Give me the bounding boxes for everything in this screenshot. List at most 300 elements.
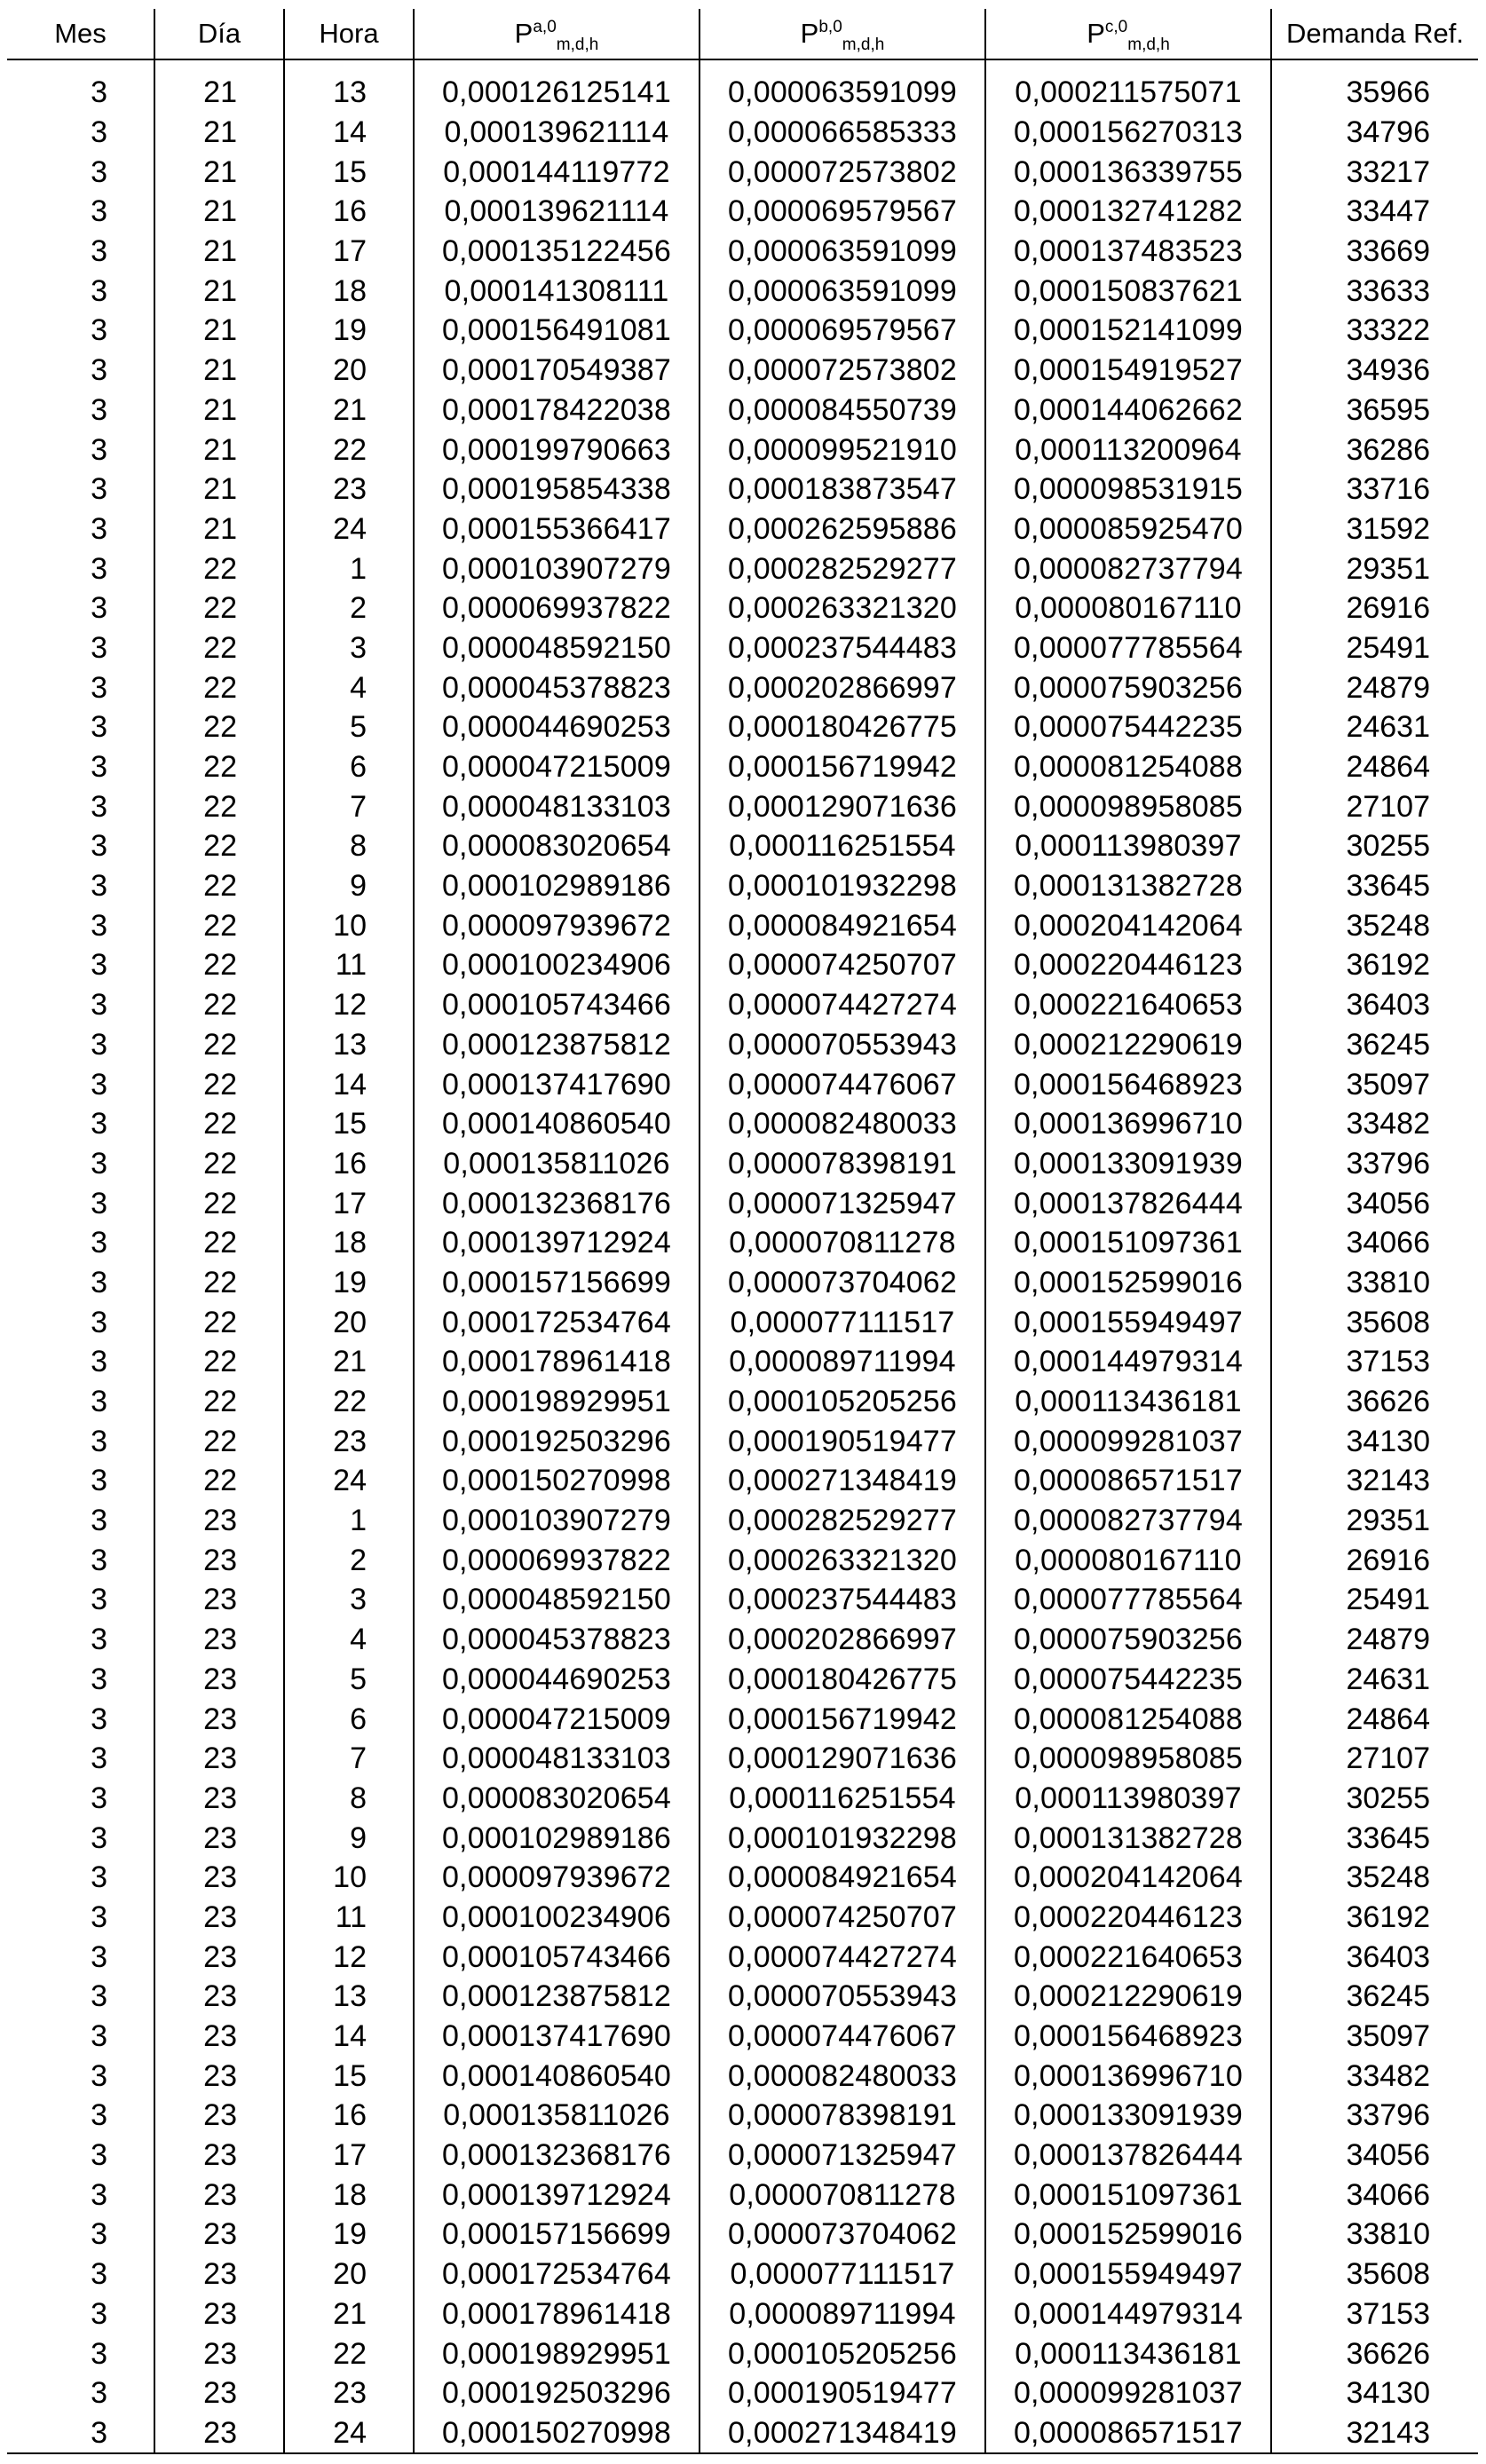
cell-p-b: 0,000073704062 xyxy=(700,1263,985,1303)
cell-mes: 3 xyxy=(91,829,107,864)
cell-p-a: 0,000199790663 xyxy=(414,430,700,470)
cell-hora: 4 xyxy=(284,667,414,707)
cell-mes: 3 xyxy=(91,2019,107,2054)
cell-demanda-ref: 35248 xyxy=(1271,905,1478,945)
table-row xyxy=(7,59,1478,113)
cell-dia: 22 xyxy=(154,945,284,985)
cell-mes: 3 xyxy=(91,2257,107,2292)
cell-hora: 22 xyxy=(284,430,414,470)
cell-mes: 3 xyxy=(91,591,107,626)
cell-p-c: 0,000221640653 xyxy=(985,1937,1271,1977)
cell-p-b: 0,000069579567 xyxy=(700,192,985,232)
cell-dia: 21 xyxy=(154,271,284,311)
table-row xyxy=(7,1739,1478,1779)
cell-hora: 15 xyxy=(284,2056,414,2096)
cell-demanda-ref: 24631 xyxy=(1271,1660,1478,1700)
cell-hora: 22 xyxy=(284,2334,414,2373)
cell-p-b: 0,000078398191 xyxy=(700,1144,985,1184)
cell-hora: 17 xyxy=(284,1183,414,1223)
cell-p-b: 0,000066585333 xyxy=(700,113,985,153)
cell-dia: 22 xyxy=(154,1183,284,1223)
cell-mes: 3 xyxy=(91,630,107,665)
table-row xyxy=(7,1223,1478,1263)
cell-p-b: 0,000074250707 xyxy=(700,945,985,985)
cell-p-a: 0,000139712924 xyxy=(414,2175,700,2215)
cell-p-b: 0,000156719942 xyxy=(700,747,985,787)
cell-mes: 3 xyxy=(91,2138,107,2173)
cell-dia: 22 xyxy=(154,549,284,588)
header-demanda-ref: Demanda Ref. xyxy=(1271,9,1478,59)
cell-p-c: 0,000077785564 xyxy=(985,628,1271,668)
cell-mes: 3 xyxy=(91,1186,107,1220)
cell-p-a: 0,000103907279 xyxy=(414,549,700,588)
table-row xyxy=(7,1620,1478,1660)
cell-hora: 21 xyxy=(284,2294,414,2334)
cell-hora: 7 xyxy=(284,786,414,826)
table-row xyxy=(7,1263,1478,1303)
cell-p-a: 0,000198929951 xyxy=(414,2334,700,2373)
table-row xyxy=(7,1064,1478,1104)
cell-p-a: 0,000097939672 xyxy=(414,1858,700,1898)
cell-dia: 23 xyxy=(154,1977,284,2017)
cell-p-c: 0,000098958085 xyxy=(985,1739,1271,1779)
cell-p-c: 0,000136996710 xyxy=(985,2056,1271,2096)
table-row xyxy=(7,2175,1478,2215)
table-row xyxy=(7,1779,1478,1819)
cell-hora: 2 xyxy=(284,1540,414,1580)
cell-hora: 13 xyxy=(284,59,414,113)
cell-p-a: 0,000150270998 xyxy=(414,1461,700,1501)
cell-dia: 22 xyxy=(154,866,284,906)
cell-demanda-ref: 33482 xyxy=(1271,1104,1478,1144)
cell-demanda-ref: 37153 xyxy=(1271,1342,1478,1382)
cell-demanda-ref: 34130 xyxy=(1271,2373,1478,2413)
cell-hora: 12 xyxy=(284,985,414,1025)
cell-p-c: 0,000150837621 xyxy=(985,271,1271,311)
cell-p-c: 0,000137483523 xyxy=(985,232,1271,272)
cell-hora: 13 xyxy=(284,1025,414,1065)
cell-p-a: 0,000045378823 xyxy=(414,667,700,707)
cell-p-a: 0,000172534764 xyxy=(414,1302,700,1342)
cell-mes: 3 xyxy=(91,1860,107,1895)
cell-dia: 22 xyxy=(154,1144,284,1184)
cell-demanda-ref: 33645 xyxy=(1271,866,1478,906)
cell-hora: 19 xyxy=(284,2215,414,2255)
table-row xyxy=(7,1937,1478,1977)
cell-demanda-ref: 35097 xyxy=(1271,1064,1478,1104)
cell-p-b: 0,000074476067 xyxy=(700,2017,985,2057)
cell-demanda-ref: 33716 xyxy=(1271,470,1478,509)
cell-p-a: 0,000048592150 xyxy=(414,1580,700,1620)
cell-mes: 3 xyxy=(91,472,107,507)
cell-hora: 17 xyxy=(284,2136,414,2176)
table-row xyxy=(7,905,1478,945)
cell-demanda-ref: 31592 xyxy=(1271,509,1478,549)
cell-dia: 23 xyxy=(154,2017,284,2057)
cell-p-c: 0,000221640653 xyxy=(985,985,1271,1025)
cell-p-b: 0,000078398191 xyxy=(700,2096,985,2136)
cell-p-b: 0,000156719942 xyxy=(700,1699,985,1739)
cell-p-c: 0,000136996710 xyxy=(985,1104,1271,1144)
cell-mes: 3 xyxy=(91,1979,107,2014)
cell-p-a: 0,000137417690 xyxy=(414,2017,700,2057)
cell-p-c: 0,000113980397 xyxy=(985,1779,1271,1819)
cell-mes: 3 xyxy=(91,234,107,269)
cell-mes: 3 xyxy=(91,1067,107,1102)
cell-p-b: 0,000070811278 xyxy=(700,1223,985,1263)
table-row xyxy=(7,2413,1478,2454)
cell-dia: 23 xyxy=(154,1620,284,1660)
table-row xyxy=(7,747,1478,787)
cell-demanda-ref: 24864 xyxy=(1271,1699,1478,1739)
cell-demanda-ref: 35248 xyxy=(1271,1858,1478,1898)
cell-dia: 22 xyxy=(154,747,284,787)
header-p-c: P$^{c,0}_{m,d,h}$ xyxy=(985,9,1271,59)
cell-p-a: 0,000156491081 xyxy=(414,311,700,351)
cell-p-b: 0,000202866997 xyxy=(700,667,985,707)
cell-dia: 23 xyxy=(154,2175,284,2215)
table-row xyxy=(7,826,1478,866)
cell-p-a: 0,000135811026 xyxy=(414,2096,700,2136)
table-row xyxy=(7,430,1478,470)
cell-p-a: 0,000047215009 xyxy=(414,747,700,787)
cell-p-a: 0,000155366417 xyxy=(414,509,700,549)
cell-hora: 6 xyxy=(284,747,414,787)
cell-demanda-ref: 33810 xyxy=(1271,1263,1478,1303)
cell-demanda-ref: 25491 xyxy=(1271,1580,1478,1620)
table-row xyxy=(7,1144,1478,1184)
cell-demanda-ref: 32143 xyxy=(1271,2413,1478,2454)
cell-hora: 12 xyxy=(284,1937,414,1977)
table-row xyxy=(7,1382,1478,1422)
header-p-b: P$^{b,0}_{m,d,h}$ xyxy=(700,9,985,59)
cell-p-c: 0,000220446123 xyxy=(985,945,1271,985)
cell-dia: 22 xyxy=(154,905,284,945)
cell-p-a: 0,000157156699 xyxy=(414,1263,700,1303)
cell-hora: 14 xyxy=(284,1064,414,1104)
cell-p-b: 0,000082480033 xyxy=(700,2056,985,2096)
cell-p-a: 0,000150270998 xyxy=(414,2413,700,2454)
table-row xyxy=(7,985,1478,1025)
cell-demanda-ref: 24864 xyxy=(1271,747,1478,787)
cell-p-b: 0,000071325947 xyxy=(700,1183,985,1223)
cell-p-c: 0,000098958085 xyxy=(985,786,1271,826)
cell-dia: 21 xyxy=(154,470,284,509)
cell-mes: 3 xyxy=(91,313,107,348)
cell-p-a: 0,000044690253 xyxy=(414,707,700,747)
cell-mes: 3 xyxy=(91,75,107,110)
cell-p-b: 0,000084550739 xyxy=(700,391,985,430)
cell-hora: 6 xyxy=(284,1699,414,1739)
cell-p-b: 0,000077111517 xyxy=(700,2255,985,2294)
cell-demanda-ref: 26916 xyxy=(1271,588,1478,628)
cell-dia: 23 xyxy=(154,2413,284,2454)
cell-p-b: 0,000071325947 xyxy=(700,2136,985,2176)
cell-p-c: 0,000155949497 xyxy=(985,1302,1271,1342)
cell-demanda-ref: 27107 xyxy=(1271,1739,1478,1779)
cell-p-c: 0,000131382728 xyxy=(985,866,1271,906)
cell-mes: 3 xyxy=(91,1939,107,1974)
cell-demanda-ref: 35608 xyxy=(1271,2255,1478,2294)
cell-demanda-ref: 27107 xyxy=(1271,786,1478,826)
cell-p-a: 0,000135122456 xyxy=(414,232,700,272)
cell-demanda-ref: 35608 xyxy=(1271,1302,1478,1342)
cell-demanda-ref: 36192 xyxy=(1271,1898,1478,1938)
cell-hora: 15 xyxy=(284,1104,414,1144)
cell-p-a: 0,000069937822 xyxy=(414,1540,700,1580)
cell-mes: 3 xyxy=(91,2058,107,2093)
cell-dia: 22 xyxy=(154,985,284,1025)
cell-hora: 3 xyxy=(284,1580,414,1620)
cell-p-a: 0,000132368176 xyxy=(414,2136,700,2176)
cell-p-c: 0,000113436181 xyxy=(985,1382,1271,1422)
cell-p-b: 0,000101932298 xyxy=(700,866,985,906)
cell-hora: 23 xyxy=(284,1421,414,1461)
cell-mes: 3 xyxy=(91,1623,107,1657)
cell-demanda-ref: 36286 xyxy=(1271,430,1478,470)
cell-mes: 3 xyxy=(91,194,107,229)
cell-hora: 9 xyxy=(284,866,414,906)
cell-p-c: 0,000133091939 xyxy=(985,1144,1271,1184)
cell-demanda-ref: 34066 xyxy=(1271,2175,1478,2215)
cell-hora: 11 xyxy=(284,1898,414,1938)
cell-p-b: 0,000271348419 xyxy=(700,2413,985,2454)
table-row xyxy=(7,1302,1478,1342)
cell-dia: 23 xyxy=(154,2096,284,2136)
table-row xyxy=(7,549,1478,588)
table-row xyxy=(7,192,1478,232)
cell-hora: 15 xyxy=(284,152,414,192)
cell-p-a: 0,000140860540 xyxy=(414,2056,700,2096)
cell-p-b: 0,000263321320 xyxy=(700,1540,985,1580)
cell-dia: 23 xyxy=(154,1818,284,1858)
table-row xyxy=(7,2096,1478,2136)
cell-demanda-ref: 33447 xyxy=(1271,192,1478,232)
header-p-a: P$^{a,0}_{m,d,h}$ xyxy=(414,9,700,59)
cell-mes: 3 xyxy=(91,869,107,904)
cell-p-b: 0,000116251554 xyxy=(700,1779,985,1819)
cell-mes: 3 xyxy=(91,115,107,150)
cell-hora: 5 xyxy=(284,1660,414,1700)
cell-p-b: 0,000262595886 xyxy=(700,509,985,549)
cell-dia: 21 xyxy=(154,391,284,430)
cell-dia: 23 xyxy=(154,2373,284,2413)
table-row xyxy=(7,152,1478,192)
table-row xyxy=(7,1104,1478,1144)
cell-mes: 3 xyxy=(91,1820,107,1855)
cell-p-c: 0,000131382728 xyxy=(985,1818,1271,1858)
cell-mes: 3 xyxy=(91,392,107,427)
cell-hora: 21 xyxy=(284,1342,414,1382)
cell-p-a: 0,000123875812 xyxy=(414,1025,700,1065)
cell-dia: 21 xyxy=(154,59,284,113)
table-row xyxy=(7,2255,1478,2294)
cell-p-a: 0,000103907279 xyxy=(414,1501,700,1541)
cell-dia: 21 xyxy=(154,311,284,351)
cell-demanda-ref: 33217 xyxy=(1271,152,1478,192)
cell-mes: 3 xyxy=(91,432,107,467)
table-row xyxy=(7,667,1478,707)
cell-dia: 23 xyxy=(154,1660,284,1700)
table-row xyxy=(7,1858,1478,1898)
cell-p-c: 0,000099281037 xyxy=(985,2373,1271,2413)
cell-dia: 22 xyxy=(154,786,284,826)
cell-dia: 22 xyxy=(154,588,284,628)
cell-hora: 16 xyxy=(284,1144,414,1184)
table-row xyxy=(7,707,1478,747)
cell-p-a: 0,000105743466 xyxy=(414,985,700,1025)
table-row xyxy=(7,1421,1478,1461)
cell-demanda-ref: 33482 xyxy=(1271,2056,1478,2096)
cell-p-c: 0,000081254088 xyxy=(985,1699,1271,1739)
table-body xyxy=(7,59,1478,2453)
cell-mes: 3 xyxy=(91,2217,107,2252)
table-row xyxy=(7,945,1478,985)
cell-p-b: 0,000237544483 xyxy=(700,1580,985,1620)
cell-p-c: 0,000113200964 xyxy=(985,430,1271,470)
cell-p-a: 0,000195854338 xyxy=(414,470,700,509)
cell-mes: 3 xyxy=(91,1027,107,1062)
cell-p-a: 0,000198929951 xyxy=(414,1382,700,1422)
cell-dia: 22 xyxy=(154,1342,284,1382)
table-row xyxy=(7,470,1478,509)
cell-p-c: 0,000156468923 xyxy=(985,1064,1271,1104)
cell-hora: 24 xyxy=(284,1461,414,1501)
cell-demanda-ref: 34066 xyxy=(1271,1223,1478,1263)
cell-demanda-ref: 30255 xyxy=(1271,1779,1478,1819)
cell-dia: 21 xyxy=(154,430,284,470)
cell-mes: 3 xyxy=(91,789,107,824)
table-row xyxy=(7,509,1478,549)
table-row xyxy=(7,1183,1478,1223)
cell-dia: 23 xyxy=(154,1779,284,1819)
cell-mes: 3 xyxy=(91,1265,107,1299)
cell-p-c: 0,000099281037 xyxy=(985,1421,1271,1461)
cell-p-c: 0,000204142064 xyxy=(985,905,1271,945)
cell-p-a: 0,000135811026 xyxy=(414,1144,700,1184)
cell-mes: 3 xyxy=(91,1146,107,1181)
cell-hora: 17 xyxy=(284,232,414,272)
table-row xyxy=(7,1501,1478,1541)
cell-dia: 23 xyxy=(154,2334,284,2373)
cell-dia: 23 xyxy=(154,2294,284,2334)
table-row xyxy=(7,2215,1478,2255)
cell-demanda-ref: 35966 xyxy=(1271,59,1478,113)
cell-p-b: 0,000116251554 xyxy=(700,826,985,866)
table-row xyxy=(7,351,1478,391)
cell-demanda-ref: 37153 xyxy=(1271,2294,1478,2334)
cell-p-a: 0,000137417690 xyxy=(414,1064,700,1104)
cell-p-a: 0,000069937822 xyxy=(414,588,700,628)
cell-p-b: 0,000190519477 xyxy=(700,2373,985,2413)
cell-dia: 22 xyxy=(154,628,284,668)
cell-p-b: 0,000074476067 xyxy=(700,1064,985,1104)
cell-mes: 3 xyxy=(91,1345,107,1379)
cell-hora: 22 xyxy=(284,1382,414,1422)
cell-p-b: 0,000263321320 xyxy=(700,588,985,628)
cell-demanda-ref: 26916 xyxy=(1271,1540,1478,1580)
table-row xyxy=(7,2017,1478,2057)
cell-p-c: 0,000156468923 xyxy=(985,2017,1271,2057)
cell-p-c: 0,000152599016 xyxy=(985,1263,1271,1303)
cell-p-a: 0,000097939672 xyxy=(414,905,700,945)
cell-dia: 23 xyxy=(154,2255,284,2294)
table-row xyxy=(7,1898,1478,1938)
cell-hora: 23 xyxy=(284,470,414,509)
cell-mes: 3 xyxy=(91,1702,107,1736)
table-row xyxy=(7,866,1478,906)
cell-p-a: 0,000083020654 xyxy=(414,826,700,866)
cell-mes: 3 xyxy=(91,1899,107,1934)
cell-p-a: 0,000140860540 xyxy=(414,1104,700,1144)
cell-demanda-ref: 36245 xyxy=(1271,1977,1478,2017)
cell-mes: 3 xyxy=(91,551,107,586)
cell-dia: 23 xyxy=(154,1739,284,1779)
cell-p-b: 0,000072573802 xyxy=(700,351,985,391)
cell-mes: 3 xyxy=(91,1107,107,1141)
cell-demanda-ref: 34936 xyxy=(1271,351,1478,391)
cell-mes: 3 xyxy=(91,1662,107,1696)
table-row xyxy=(7,1977,1478,2017)
cell-p-a: 0,000100234906 xyxy=(414,945,700,985)
cell-p-b: 0,000237544483 xyxy=(700,628,985,668)
cell-hora: 18 xyxy=(284,1223,414,1263)
cell-mes: 3 xyxy=(91,1741,107,1776)
header-hora: Hora xyxy=(284,9,414,59)
cell-mes: 3 xyxy=(91,2177,107,2212)
cell-p-c: 0,000080167110 xyxy=(985,588,1271,628)
cell-hora: 8 xyxy=(284,1779,414,1819)
cell-dia: 23 xyxy=(154,1898,284,1938)
cell-hora: 3 xyxy=(284,628,414,668)
cell-p-b: 0,000183873547 xyxy=(700,470,985,509)
cell-mes: 3 xyxy=(91,273,107,308)
cell-p-a: 0,000141308111 xyxy=(414,271,700,311)
cell-p-a: 0,000045378823 xyxy=(414,1620,700,1660)
cell-p-a: 0,000100234906 xyxy=(414,1898,700,1938)
cell-p-b: 0,000089711994 xyxy=(700,1342,985,1382)
cell-p-c: 0,000085925470 xyxy=(985,509,1271,549)
cell-p-c: 0,000152599016 xyxy=(985,2215,1271,2255)
cell-p-a: 0,000083020654 xyxy=(414,1779,700,1819)
cell-p-b: 0,000105205256 xyxy=(700,2334,985,2373)
data-table-sheet xyxy=(7,9,1478,2454)
cell-mes: 3 xyxy=(91,948,107,983)
cell-dia: 23 xyxy=(154,1699,284,1739)
table-row xyxy=(7,1025,1478,1065)
cell-demanda-ref: 30255 xyxy=(1271,826,1478,866)
cell-hora: 20 xyxy=(284,1302,414,1342)
cell-p-b: 0,000070553943 xyxy=(700,1977,985,2017)
cell-mes: 3 xyxy=(91,1583,107,1617)
cell-demanda-ref: 33322 xyxy=(1271,311,1478,351)
cell-mes: 3 xyxy=(91,1781,107,1815)
table-row xyxy=(7,232,1478,272)
cell-p-a: 0,000172534764 xyxy=(414,2255,700,2294)
cell-dia: 22 xyxy=(154,667,284,707)
table-row xyxy=(7,1461,1478,1501)
cell-p-c: 0,000212290619 xyxy=(985,1025,1271,1065)
cell-p-a: 0,000048592150 xyxy=(414,628,700,668)
cell-demanda-ref: 29351 xyxy=(1271,549,1478,588)
cell-p-a: 0,000048133103 xyxy=(414,1739,700,1779)
cell-hora: 2 xyxy=(284,588,414,628)
cell-p-c: 0,000152141099 xyxy=(985,311,1271,351)
cell-p-b: 0,000077111517 xyxy=(700,1302,985,1342)
cell-demanda-ref: 36403 xyxy=(1271,1937,1478,1977)
cell-mes: 3 xyxy=(91,2376,107,2411)
cell-dia: 23 xyxy=(154,1580,284,1620)
